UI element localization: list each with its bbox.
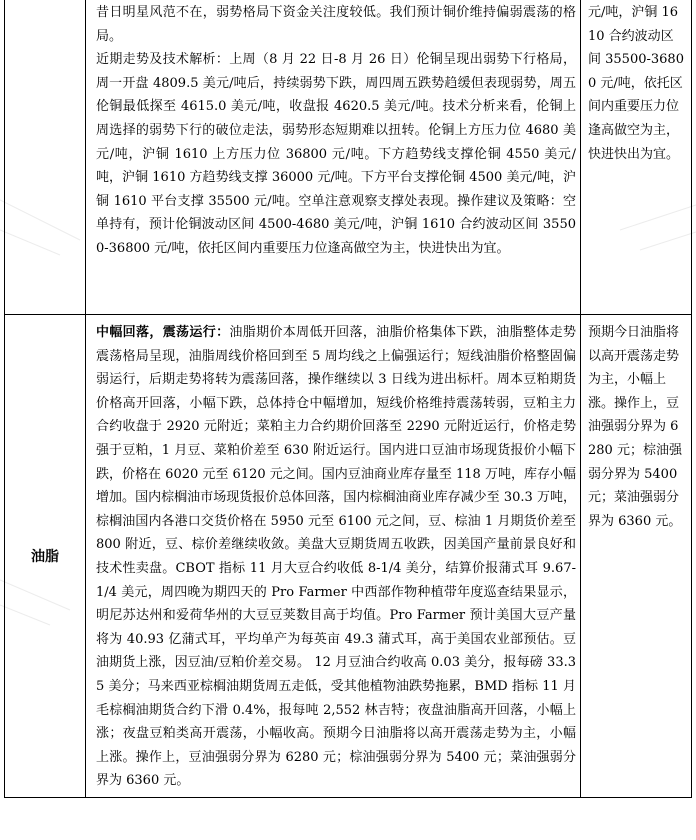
oils-summary-cell <box>581 315 692 798</box>
oils-label-cell <box>5 315 86 798</box>
oils-analysis-cell <box>86 315 581 798</box>
copper-summary-cell <box>581 0 692 315</box>
copper-paragraph: 近期走势及技术解析：上周（8 月 22 日-8 月 26 日）伦铜呈现出弱势下行格局，周一开盘 4809.5 美元/吨后，持续弱势下跌，周四周五跌势趋缓但表现弱势，周五伦铜最低探至 4615.0 美元/吨，收盘报 4620.5 美元/吨。技术分析来看，伦铜上周选择的弱势下行的破位走法，弱势形态短期难以扭转。伦铜上方压力位 4680 美元/吨，沪铜 1610 上方压力位 36800 元/吨。下方趋势线支撑伦铜 4550 美元/吨，沪铜 1610 方趋势线支撑 36000 元/吨。下方平台支撑伦铜 4500 美元/吨，沪铜 1610 平台支撑 35500 元/吨。空单注意观察支撑处表现。操作建议及策略：空单持有，预计伦铜波动区间 4500-4680 美元/吨，沪铜 1610 合约波动区间 35500-36800 元/吨，依托区间内重要压力位逢高做空为主，快进快出为宜。 <box>96 52 576 256</box>
copper-label-cell <box>5 0 86 315</box>
copper-paragraph: 昔日明星风范不在，弱势格局下资金关注度较低。我们预计铜价维持偏弱震荡的格局。 <box>96 5 576 44</box>
oils-summary: 预期今日油脂将以高开震荡走势为主，小幅上涨。操作上，豆油强弱分界为 6280 元；棕油强弱分界为 5400 元；菜油强弱分界为 6360 元。 <box>588 325 682 529</box>
copper-analysis-cell <box>86 0 581 315</box>
copper-summary: 元/吨，沪铜 1610 合约波动区间 35500-36800 元/吨，依托区间内重要压力位逢高做空为主，快进快出为宜。 <box>588 5 684 162</box>
oils-lead: 中幅回落，震荡运行： <box>96 325 230 340</box>
oils-row <box>5 315 692 798</box>
report-table <box>4 0 692 798</box>
oils-body: 油脂期价本周低开回落，油脂价格集体下跌，油脂整体走势震荡格局呈现，油脂周线价格回到至 5 周均线之上偏强运行；短线油脂价格整固偏弱运行，后期走势将转为震荡回落，操作继续以 3 日线为进出标杆。周本豆粕期货价格高开回落，小幅下跌，总体持仓中幅增加，短线价格维持震荡转弱，豆粕主力合约收盘于 2920 元附近；菜粕主力合约期价回落至 2290 元附近运行，价格走势强于豆粕，1 月豆、菜粕价差至 630 附近运行。国内进口豆油市场现货报价小幅下跌，价格在 6020 元至 6120 元之间。国内豆油商业库存量至 118 万吨，库存小幅增加。国内棕榈油市场现货报价总体回落，国内棕榈油商业库存减少至 30.3 万吨，棕榈油国内各港口交货价格在 5950 元至 6100 元之间，豆、棕油 1 月期货价差至 800 附近，豆、棕价差继续收敛。美盘大豆期货周五收跌，因美国产量前景良好和技术性卖盘。CBOT 指标 11 月大豆合约收低 8-1/4 美分，结算价报蒲式耳 9.67-1/4 美元，周四晚为期四天的 Pro Farmer 中西部作物种植带年度巡查结果显示，明尼苏达州和爱荷华州的大豆豆荚数目高于均值。Pro Farmer 预计美国大豆产量将为 40.93 亿蒲式耳，平均单产为每英亩 49.3 蒲式耳，高于美国农业部预估。豆油期货上涨，因豆油/豆粕价差交易。 12 月豆油合约收高 0.03 美分，报每磅 33.35 美分；马来西亚棕榈油期货周五走低，受其他植物油跌势拖累，BMD 指标 11 月毛棕榈油期货合约下滑 0.4%，报每吨 2,552 林吉特；夜盘油脂高开回落，小幅上涨；夜盘豆粕类高开震荡，小幅收高。预期今日油脂将以高开震荡走势为主，小幅上涨。操作上，豆油强弱分界为 6280 元；棕油强弱分界为 5400 元；菜油强弱分界为 6360 元。 <box>96 325 576 789</box>
oils-label: 油脂 <box>31 548 59 565</box>
copper-row <box>5 0 692 315</box>
